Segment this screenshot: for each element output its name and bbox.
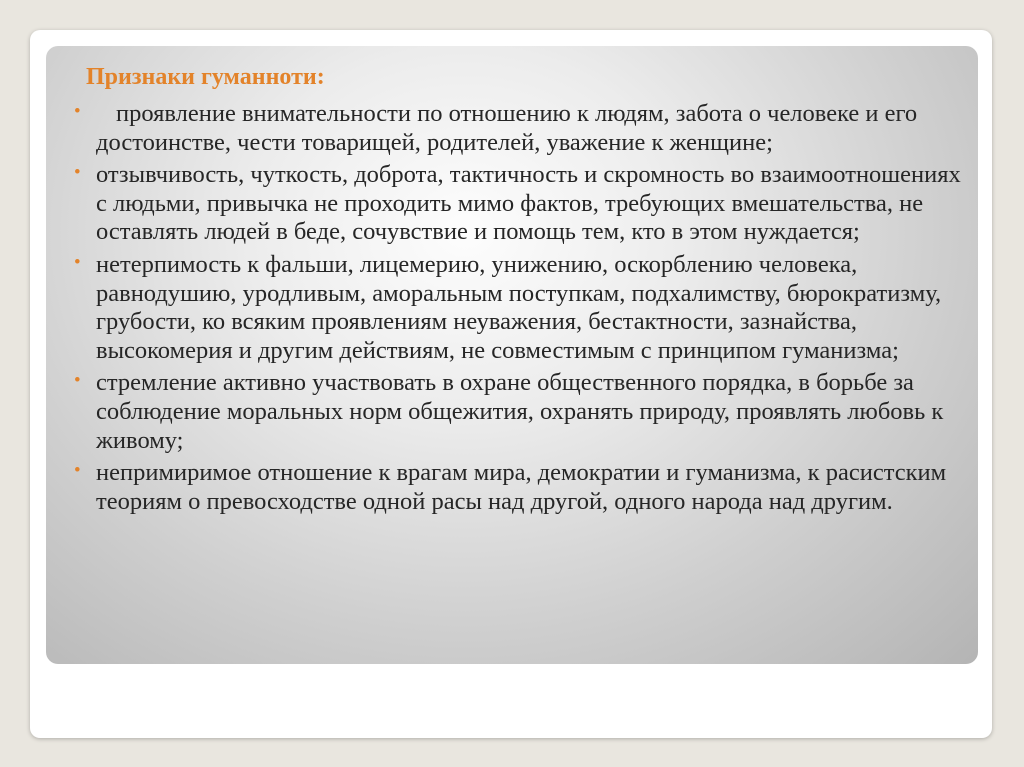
bullet-icon: • bbox=[74, 162, 81, 184]
bullet-item-1 bbox=[72, 100, 972, 157]
bullet-text-3: нетерпимость к фальши, лицемерию, унижению, оскорблению человека, равнодушию, уродливым, аморальным поступкам, подхалимству, бюрократизму, грубости, ко всяким проявлениям неуважения, бестактности, зазнайства, высокомерия и другим действиям, не совместимым с принципом гуманизма; bbox=[96, 250, 942, 364]
bullet-item-2 bbox=[72, 161, 972, 247]
bullet-item-3 bbox=[72, 251, 972, 365]
bullet-icon: • bbox=[74, 251, 81, 273]
bullet-item-4 bbox=[72, 369, 972, 455]
slide-heading: Признаки гуманноти: bbox=[86, 64, 325, 90]
bullet-icon: • bbox=[74, 460, 81, 482]
bullet-text-1 bbox=[96, 100, 972, 157]
bullet-list bbox=[72, 100, 972, 520]
bullet-text-4: стремление активно участвовать в охране общественного порядка, в борьбе за соблюдение моральных норм общежития, охранять природу, проявлять любовь к живому; bbox=[96, 369, 944, 454]
bullet-item-5 bbox=[72, 459, 972, 516]
content-panel bbox=[46, 46, 978, 664]
bullet-icon: • bbox=[74, 370, 81, 392]
bullet-icon: • bbox=[74, 101, 81, 122]
bullet-text-2: отзывчивость, чуткость, доброта, тактичность и скромность во взаимоотношениях с людьми, привычка не проходить мимо фактов, требующих вмешательства, не оставлять людей в беде, сочувствие и помощь тем, кто в этом нуждается; bbox=[96, 161, 961, 246]
bullet-text-1-content: проявление внимательности по отношению к людям, забота о человеке и его достоинстве, чести товарищей, родителей, уважение к женщине; bbox=[96, 100, 918, 156]
bullet-text-5: непримиримое отношение к врагам мира, демократии и гуманизма, к расистским теориям о превосходстве одной расы над другой, одного народа над другим. bbox=[96, 459, 947, 515]
